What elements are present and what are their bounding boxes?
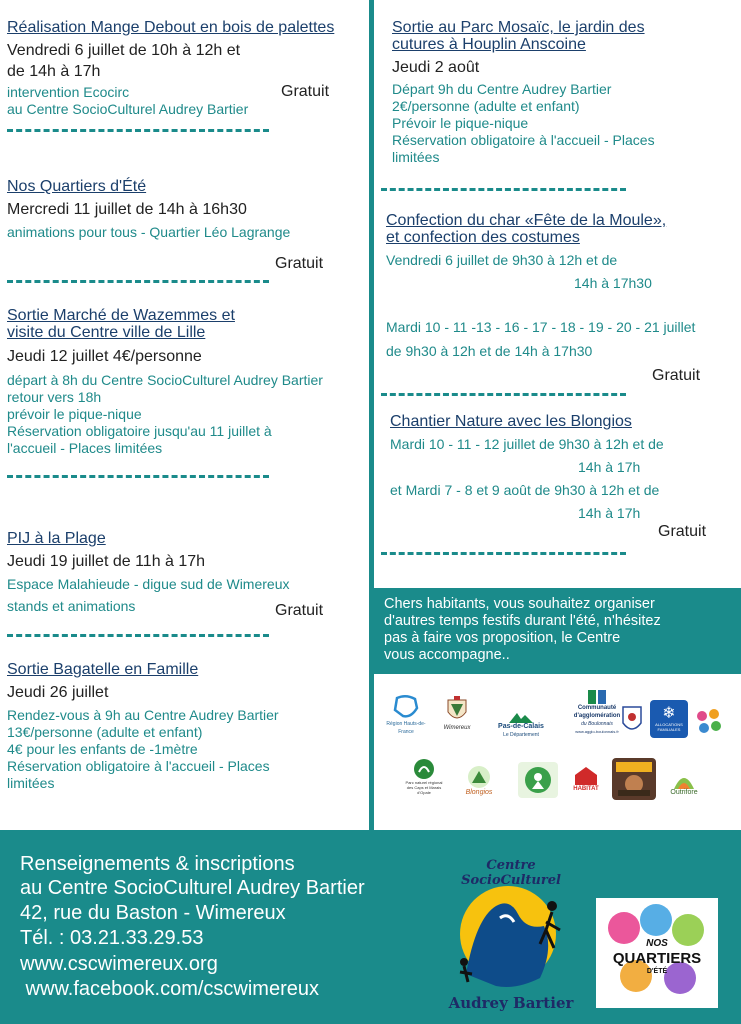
invitation-callout xyxy=(374,588,741,674)
event-title: visite du Centre ville de Lille xyxy=(7,324,206,341)
event-title: et confection des costumes xyxy=(386,229,580,246)
event-title: Sortie Bagatelle en Famille xyxy=(7,661,199,678)
event-detail: départ à 8h du Centre SocioCulturel Audrey Bartier xyxy=(7,372,323,388)
price-label: Gratuit xyxy=(281,83,330,100)
column-divider xyxy=(369,0,374,830)
dashed-separator xyxy=(7,634,269,637)
event-title: Sortie au Parc Mosaïc, le jardin des xyxy=(392,19,645,36)
event-detail: l'accueil - Places limitées xyxy=(7,440,163,456)
event-detail: limitées xyxy=(7,775,55,791)
event-detail: 4€ pour les enfants de -1mètre xyxy=(7,741,198,757)
facebook-link[interactable]: www.facebook.com/cscwimereux xyxy=(20,978,319,1000)
footer-phone: Tél. : 03.21.33.29.53 xyxy=(20,927,204,949)
csc-audrey-bartier-logo xyxy=(436,858,586,1018)
nqe-logo-line2: QUARTIERS xyxy=(612,950,702,967)
event-date: Jeudi 2 août xyxy=(392,59,480,76)
csc-logo-ring-text: Centre SocioCulturel xyxy=(461,858,561,888)
event-date: Jeudi 12 juillet 4€/personne xyxy=(7,348,202,365)
snowflake-icon: ❄ xyxy=(662,705,676,722)
event-detail: retour vers 18h xyxy=(7,389,102,405)
nos-quartiers-ete-logo xyxy=(596,898,718,1008)
event-date: Vendredi 6 juillet de 10h à 12h et xyxy=(7,42,241,59)
event-title: Sortie Marché de Wazemmes et xyxy=(7,307,235,324)
callout-text: vous accompagne.. xyxy=(384,647,510,663)
nqe-logo-line1: NOS xyxy=(646,938,668,949)
event-detail: Rendez-vous à 9h au Centre Audrey Bartier xyxy=(7,707,279,723)
event-date: Jeudi 19 juillet de 11h à 17h xyxy=(7,553,206,570)
csc-logo-name: Audrey Bartier xyxy=(448,994,574,1012)
reseau-partner-logo xyxy=(692,704,726,738)
event-detail: Mardi 10 - 11 -13 - 16 - 17 - 18 - 19 - 20 - 21 juillet xyxy=(386,319,696,335)
outrifore-logo: Outrifore xyxy=(662,766,706,802)
event-detail: Prévoir le pique-nique xyxy=(392,115,529,131)
website-link[interactable]: www.cscwimereux.org xyxy=(20,953,218,975)
event-date: Mercredi 11 juillet de 14h à 16h30 xyxy=(7,201,247,218)
hauts-de-france-logo: Région Hauts-de-France xyxy=(384,692,428,738)
event-detail: Réservation obligatoire à l'accueil - Places xyxy=(392,132,655,148)
event-detail: 14h à 17h30 xyxy=(574,275,652,291)
event-detail: au Centre SocioCulturel Audrey Bartier xyxy=(7,101,249,117)
footer-info xyxy=(0,830,741,1024)
event-title: Chantier Nature avec les Blongios xyxy=(390,413,632,430)
habitat-logo: HABITAT xyxy=(568,762,604,798)
club-badge-logo xyxy=(518,762,558,798)
event-detail: de 9h30 à 12h et de 14h à 17h30 xyxy=(386,343,593,359)
event-detail: Réservation obligatoire jusqu'au 11 juillet à xyxy=(7,423,272,439)
parc-naturel-logo: Parc naturel régional des Caps et Marais d'Opale xyxy=(402,752,446,800)
callout-text: Chers habitants, vous souhaitez organiser xyxy=(384,596,655,612)
event-detail: animations pour tous - Quartier Léo Lagrange xyxy=(7,224,291,240)
dashed-separator xyxy=(381,552,626,555)
event-title: PIJ à la Plage xyxy=(7,530,106,547)
event-detail: Départ 9h du Centre Audrey Bartier xyxy=(392,81,612,97)
event-detail: Vendredi 6 juillet de 9h30 à 12h et de xyxy=(386,252,618,268)
footer-heading: Renseignements & inscriptions xyxy=(20,853,295,875)
event-detail: 13€/personne (adulte et enfant) xyxy=(7,724,203,740)
nqe-logo-line3: D'ÉTÉ xyxy=(646,968,668,975)
event-detail: limitées xyxy=(392,149,440,165)
pas-de-calais-logo: Pas-de-Calais Le Département xyxy=(482,712,560,740)
event-detail: prévoir le pique-nique xyxy=(7,406,142,422)
event-detail: 2€/personne (adulte et enfant) xyxy=(392,98,580,114)
event-detail: 14h à 17h xyxy=(578,459,641,475)
agglo-boulonnais-logo: Communauté d'agglomération du Boulonnais www.agglo-boulonnais.fr xyxy=(566,688,628,738)
price-label: Gratuit xyxy=(275,255,324,272)
dashed-separator xyxy=(381,188,626,191)
price-label: Gratuit xyxy=(658,523,707,540)
pas-de-calais-crest-logo xyxy=(618,702,646,738)
blongios-logo: Blongios xyxy=(456,760,502,802)
event-title: Nos Quartiers d'Été xyxy=(7,178,147,195)
dashed-separator xyxy=(381,393,626,396)
country-festival-logo xyxy=(612,758,656,800)
event-title: cutures à Houplin Anscoine xyxy=(392,36,586,53)
event-date: Jeudi 26 juillet xyxy=(7,684,109,701)
event-date: de 14h à 17h xyxy=(7,63,101,80)
callout-text: d'autres temps festifs durant l'été, n'hésitez xyxy=(384,613,661,629)
event-detail: et Mardi 7 - 8 et 9 août de 9h30 à 12h et de xyxy=(390,482,660,498)
price-label: Gratuit xyxy=(275,602,324,619)
callout-text: pas à faire vos proposition, le Centre xyxy=(384,630,621,646)
event-detail: Espace Malahieude - digue sud de Wimereux xyxy=(7,576,290,592)
wimereux-crest-logo: Wimereux xyxy=(438,690,476,738)
event-detail: 14h à 17h xyxy=(578,505,641,521)
event-detail: intervention Ecocirc xyxy=(7,84,130,100)
event-detail: Mardi 10 - 11 - 12 juillet de 9h30 à 12h et de xyxy=(390,436,664,452)
footer-center-name: au Centre SocioCulturel Audrey Bartier xyxy=(20,877,365,899)
dashed-separator xyxy=(7,129,269,132)
event-title: Confection du char «Fête de la Moule», xyxy=(386,212,667,229)
event-detail: stands et animations xyxy=(7,598,136,614)
dashed-separator xyxy=(7,280,269,283)
footer-address: 42, rue du Baston - Wimereux xyxy=(20,902,286,924)
allocations-familiales-logo: ❄ ALLOCATIONS FAMILIALES xyxy=(650,700,688,738)
event-detail: Réservation obligatoire à l'accueil - Places xyxy=(7,758,270,774)
price-label: Gratuit xyxy=(652,367,701,384)
dashed-separator xyxy=(7,475,269,478)
event-title: Réalisation Mange Debout en bois de palettes xyxy=(7,19,335,36)
